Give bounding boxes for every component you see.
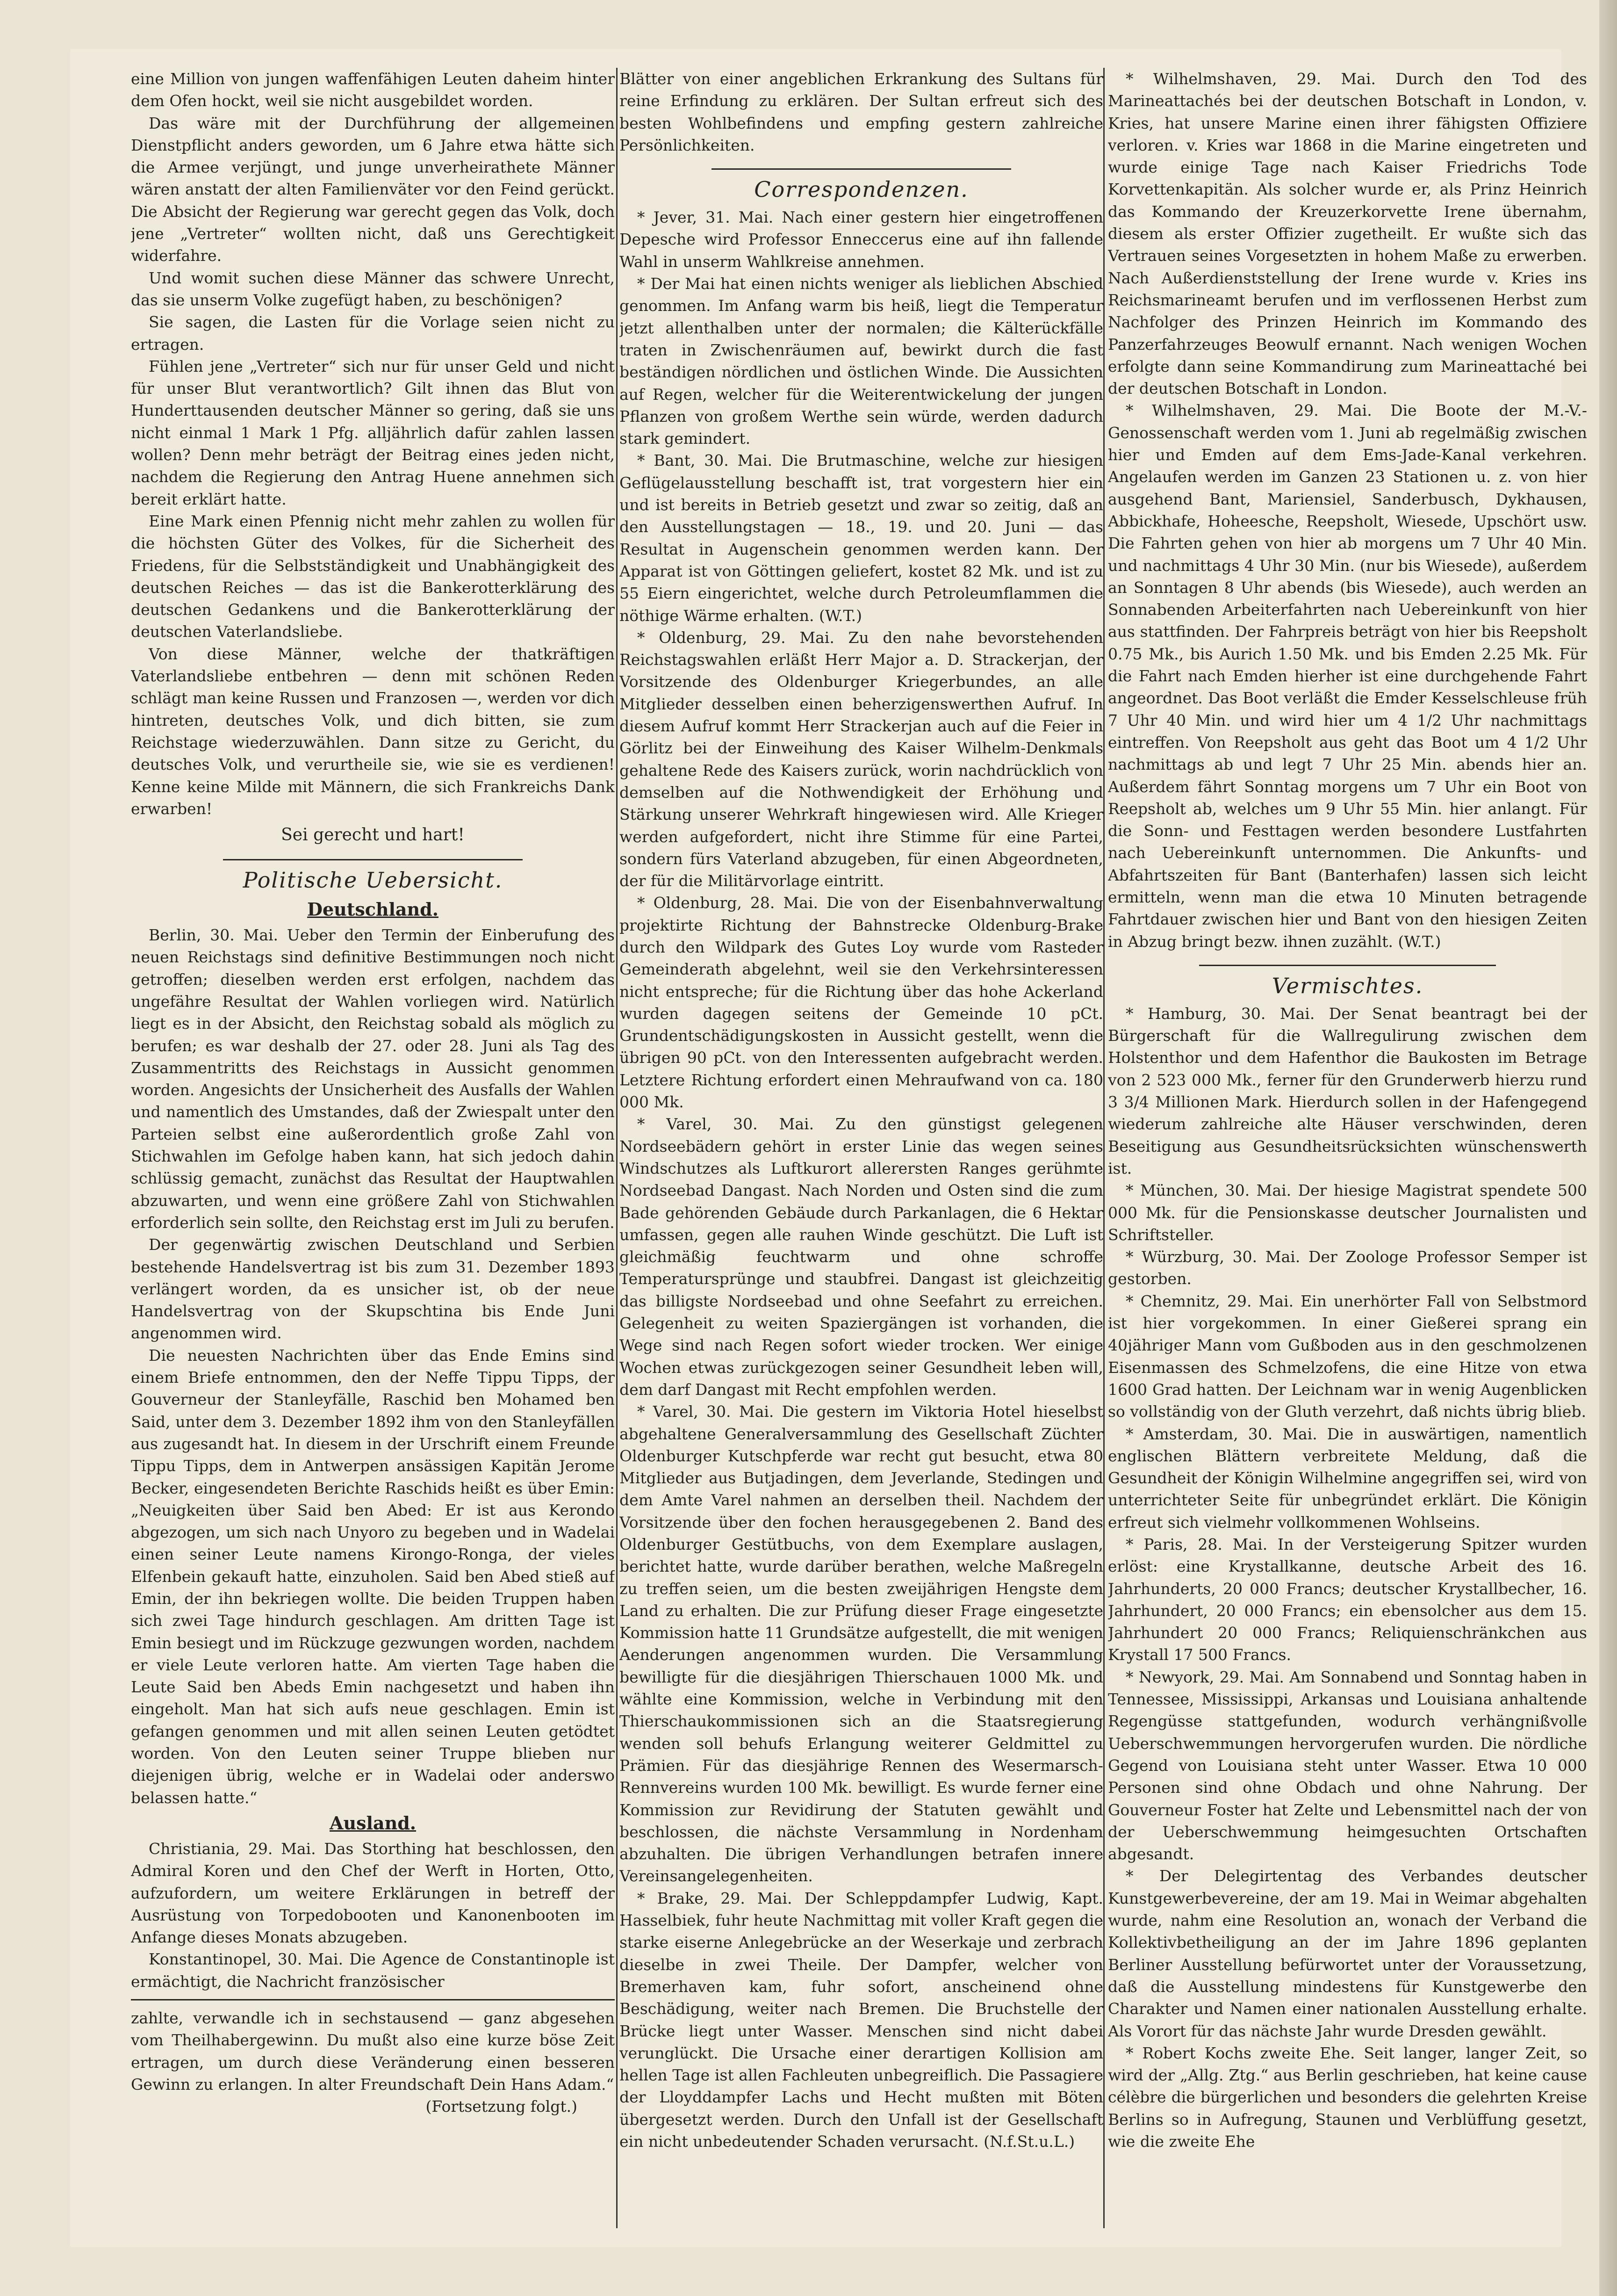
paragraph: Eine Mark einen Pfennig nicht mehr zahlen zu wollen für die höchsten Güter des Volkes, für die Sicherheit des Friedens, für die Selbstständigkeit und Unabhängigkeit des deutschen Reiches — das ist die Bankerotterklärung des deutschen Gedankens und die Bankerotterklärung der deutschen Vaterlandsliebe. (131, 512, 615, 641)
paragraph: * Oldenburg, 29. Mai. Zu den nahe bevorstehenden Reichstagswahlen erläßt Herr Major a. D. Strackerjan, der Vorsitzende des Oldenburger Kriegerbundes, an alle Mitglieder desselben einen beherzigenswerthen Aufruf. In diesem Aufruf kommt Herr Strackerjan auch auf die Feier in Görlitz bei der Einweihung des Kaiser Wilhelm-Denkmals gehaltene Rede des Kaisers zurück, worin nachdrücklich von demselben auf die Nothwendigkeit der Erhöhung und Stärkung unserer Wehrkraft hingewiesen wird. Alle Krieger werden aufgefordert, nicht ihre Stimme für eine Partei, sondern fürs Vaterland abzugeben, für einen Abgeordneten, der für die Militärvorlage eintritt. (619, 628, 1103, 890)
paragraph: Das wäre mit der Durchführung der allgemeinen Dienstpflicht anders geworden, um 6 Jahre etwa hätte sich die Armee verjüngt, und junge unverheirathete Männer wären anstatt der alten Familienväter vor den Feind gerückt. Die Absicht der Regierung war gerecht gegen das Volk, doch jene „Vertreter“ wollten nicht, daß uns Gerechtigkeit widerfahre. (131, 114, 615, 265)
paragraph: * Amsterdam, 30. Mai. Die in auswärtigen, namentlich englischen Blättern verbreitete Meldung, daß die Gesundheit der Königin Wilhelmine angegriffen sei, wird von unterrichteter Seite für unbegründet erklärt. Die Königin erfreut sich vielmehr vollkommenen Wohlseins. (1108, 1424, 1587, 1531)
paragraph: Konstantinopel, 30. Mai. Die Agence de Constantinople ist ermächtigt, die Nachricht französischer (131, 1950, 615, 1991)
paragraph: * Hamburg, 30. Mai. Der Senat beantragt bei der Bürgerschaft für die Wallregulirung zwischen dem Holstenthor und dem Hafenthor die Baukosten im Betrage von 2 523 000 Mk., ferner für den Grunderwerb hierzu rund 3 3/4 Millionen Mark. Hierdurch sollen in der Hafengegend wiederum zahlreiche alte Häuser verschwinden, deren Beseitigung aus Gesundheitsrücksichten wünschenswerth ist. (1108, 1004, 1587, 1177)
paragraph: * Brake, 29. Mai. Der Schleppdampfer Ludwig, Kapt. Hasselbiek, fuhr heute Nachmittag mit voller Kraft gegen die starke eiserne Anlegebrücke an der Weserkaje und zerbrach dieselbe in zwei Theile. Der Dampfer, welcher von Bremerhaven kam, fuhr sofort, anscheinend ohne Beschädigung, weiter nach Bremen. Die Bruchstelle der Brücke liegt unter Wasser. Menschen sind nicht dabei verunglückt. Die Ursache einer derartigen Kollision am hellen Tage ist allen Fachleuten unbegreiflich. Die Passagiere der Lloyddampfer Lachs und Hecht mußten mit Böten übergesetzt werden. Durch den Unfall ist der Gesellschaft ein nicht unbedeutender Schaden verursacht. (N.f.St.u.L.) (619, 1889, 1103, 2151)
scan-edge (1599, 0, 1617, 2296)
continued-note: (Fortsetzung folgt.) (425, 2097, 577, 2116)
newspaper-page (70, 49, 1587, 2247)
paragraph: * Jever, 31. Mai. Nach einer gestern hier eingetroffenen Depesche wird Professor Enneccerus eine auf ihn fallende Wahl in unserm Wahlkreise annehmen. (619, 208, 1103, 271)
section-heading-correspondence: Correspondenzen. (754, 177, 969, 202)
section-rule (711, 168, 1012, 170)
paragraph: Die neuesten Nachrichten über das Ende Emins sind einem Briefe entnommen, den der Neffe Tippu Tipps, der Gouverneur der Stanleyfälle, Raschid ben Mohamed ben Said, unter dem 3. Dezember 1892 ihm von den Stanleyfällen aus zugesandt hat. In diesem in der Urschrift einem Freunde Tippu Tipps, dem in Antwerpen ansässigen Kapitän Jerome Becker, eingesendeten Berichte Raschids heißt es über Emin: „Neuigkeiten über Said ben Abed: Er ist aus Kerondo abgezogen, um sich nach Unyoro zu begeben und in Wadelai einen seiner Leute namens Kirongo-Ronga, der vieles Elfenbein gekauft hatte, einzuholen. Said ben Abed stieß auf Emin, der ihn bekriegen wollte. Die beiden Truppen haben sich zwei Tage hindurch geschlagen. Am dritten Tage ist Emin besiegt und im Rückzuge gezwungen worden, nachdem er viele Leute verloren hatte. Am vierten Tage haben die Leute Said ben Abeds Emin nachgesetzt und haben ihn eingeholt. Man hat sich aufs neue geschlagen. Emin ist gefangen genommen und mit allen seinen Leuten getödtet worden. Von den Leuten seiner Truppe blieben nur diejenigen übrig, welche er in Wadelai oder anderswo belassen hatte.“ (131, 1346, 615, 1807)
column-divider (616, 68, 618, 2228)
paragraph: Fühlen jene „Vertreter“ sich nur für unser Geld und nicht für unser Blut verantwortlich? Gilt ihnen das Blut von Hunderttausenden deutscher Männer so gering, daß sie uns nicht einmal 1 Mark 1 Pfg. alljährlich dafür zahlen lassen wollen? Denn mehr beträgt der Beitrag eines jeden nicht, nachdem die Regierung den Antrag Huene annehmen sich bereit erklärt hatte. (131, 357, 615, 508)
paragraph: * Wilhelmshaven, 29. Mai. Die Boote der M.-V.-Genossenschaft werden vom 1. Juni ab regelmäßig zwischen hier und Emden auf dem Ems-Jade-Kanal verkehren. Angelaufen werden im Ganzen 23 Stationen u. z. von hier ausgehend Bant, Mariensiel, Sanderbusch, Dykhausen, Abbickhafe, Hoheesche, Reepsholt, Wiesede, Upschört usw. Die Fahrten gehen von hier ab morgens um 7 Uhr 40 Min. und nachmittags 4 Uhr 30 Min. (nur bis Wiesede), außerdem an Sonntagen 8 Uhr abends (bis Wiesede), auch werden an Sonnabenden Arbeiterfahrten nach Uebereinkunft von hier aus stattfinden. Der Fahrpreis beträgt von hier bis Reepsholt 0.75 Mk., bis Aurich 1.50 Mk. und bis Emden 2.25 Mk. Für die Fahrt nach Emden hierher ist eine durchgehende Fahrt angeordnet. Das Boot verläßt die Emder Kesselschleuse früh 7 Uhr 40 Min. und wird hier um 4 1/2 Uhr nachmittags eintreffen. Von Reepsholt aus geht das Boot um 4 1/2 Uhr nachmittags ab und legt 7 Uhr 25 Min. abends hier an. Außerdem fährt Sonntag morgens um 7 Uhr ein Boot von Reepsholt ab, welches um 9 Uhr 55 Min. hier anlangt. Für die Sonn- und Festtagen werden besondere Lustfahrten nach Uebereinkunft unternommen. Die Ankunfts- und Abfahrtszeiten für Bant (Banterhafen) lassen sich leicht ermitteln, wenn man die etwa 10 Minuten betragende Fahrtdauer zwischen hier und Bant von den hiesigen Zeiten in Abzug bringt bezw. ihnen zuzählt. (W.T.) (1108, 401, 1587, 951)
column-divider (1103, 68, 1105, 2228)
column-2 (619, 68, 1103, 2228)
paragraph: Blätter von einer angeblichen Erkrankung des Sultans für reine Erfindung zu erklären. Der Sultan erfreut sich des besten Wohlbefindens und empfing gestern zahlreiche Persönlichkeiten. (619, 70, 1103, 154)
column-1 (131, 68, 615, 2228)
paragraph: * Wilhelmshaven, 29. Mai. Durch den Tod des Marineattachés bei der deutschen Botschaft in London, v. Kries, hat unsere Marine einen ihrer fähigsten Offiziere verloren. v. Kries war 1868 in die Marine eingetreten und wurde einige Tage nach Kaiser Friedrichs Tode Korvettenkapitän. Als solcher wurde er, als Prinz Heinrich das Kommando der Kreuzerkorvette Irene übernahm, diesem als erster Offizier zugetheilt. Er wußte sich das Vertrauen seines Vorgesetzten in hohem Maße zu erwerben. Nach Außerdienststellung der Irene wurde v. Kries ins Reichsmarineamt berufen und im verflossenen Herbst zum Nachfolger des Prinzen Heinrich im Kommando des Panzerfahrzeuges Beowulf ernannt. Nach wenigen Wochen erfolgte dann seine Kommandirung zum Marineattaché bei der deutschen Botschaft in London. (1108, 70, 1587, 398)
feuilleton-paragraph: zahlte, verwandle ich in sechstausend — ganz abgesehen vom Theilhabergewinn. Du mußt also eine kurze böse Zeit ertragen, um durch diese Veränderung einen besseren Gewinn zu erlangen. In alter Freundschaft Dein Hans Adam.“ (131, 2009, 615, 2094)
paragraph: * Bant, 30. Mai. Die Brutmaschine, welche zur hiesigen Geflügelausstellung beschafft ist, trat vorgestern hier ein und ist bereits in Betrieb gesetzt und zwar so zeitig, daß an den Ausstellungstagen — 18., 19. und 20. Juni — das Resultat in Augenschein genommen werden kann. Der Apparat ist von Göttingen geliefert, kostet 82 Mk. und ist zu 55 Eiern eingerichtet, welche durch Petroleumflammen die nöthige Wärme erhalten. (W.T.) (619, 451, 1103, 625)
paragraph: Von diese Männer, welche der thatkräftigen Vaterlandsliebe entbehren — denn mit schönen Reden schlägt man keine Russen und Franzosen —, werden vor dich hintreten, deutsches Volk, und dich bitten, sie zum Reichstage wiederzuwählen. Dann sitze zu Gericht, du deutsches Volk, und verurtheile sie, wie sie es verdienen! Kenne keine Milde mit Männern, die sich Frankreichs Dank erwarben! (131, 644, 615, 818)
paragraph: * Der Mai hat einen nichts weniger als lieblichen Abschied genommen. Im Anfang warm bis heiß, liegt die Temperatur jetzt allenthalben unter der normalen; die Kälterückfälle traten in Zwischenräumen auf, bewirkt durch die fast beständigen nördlichen und östlichen Winde. Die Aussichten auf Regen, welcher für die Weiterentwickelung der jungen Pflanzen von großem Werthe sein würde, werden dadurch stark gemindert. (619, 274, 1103, 448)
paragraph: * Der Delegirtentag des Verbandes deutscher Kunstgewerbevereine, der am 19. Mai in Weimar abgehalten wurde, nahm eine Resolution an, wonach der Verband die Kollektivbetheiligung an der im Jahre 1896 geplanten Berliner Ausstellung befürwortet unter der Voraussetzung, daß die Ausstellung mindestens für Kunstgewerbe den Charakter und Namen einer nationalen Ausstellung erhalte. Als Vorort für das nächste Jahr wurde Dresden gewählt. (1108, 1867, 1587, 2040)
paragraph: * München, 30. Mai. Der hiesige Magistrat spendete 500 000 Mk. für die Pensionskasse deutscher Journalisten und Schriftsteller. (1108, 1181, 1587, 1244)
section-heading-miscellaneous: Vermischtes. (1272, 973, 1423, 998)
column-3 (1108, 68, 1587, 2228)
section-heading-politics: Politische Uebersicht. (243, 867, 503, 893)
paragraph: Der gegenwärtig zwischen Deutschland und Serbien bestehende Handelsvertrag ist bis zum 31. Dezember 1893 verlängert worden, da es unsicher ist, ob der neue Handelsvertrag von der Skupschtina bis Ende Juni angenommen wird. (131, 1235, 615, 1343)
section-rule (223, 859, 523, 860)
column-1-opening-text (131, 68, 615, 820)
paragraph: * Chemnitz, 29. Mai. Ein unerhörter Fall von Selbstmord ist hier vorgekommen. In einer Gießerei sprang ein 40jähriger Mann vom Gußboden aus in den geschmolzenen Eisenmassen des Schmelzofens, die eine Hitze von etwa 1600 Grad hatten. Der Leichnam war in wenig Augenblicken so vollständig von der Gluth verzehrt, daß nichts übrig blieb. (1108, 1292, 1587, 1421)
closing-line: Sei gerecht und hart! (281, 825, 465, 845)
paragraph: * Oldenburg, 28. Mai. Die von der Eisenbahnverwaltung projektirte Richtung der Bahnstrecke Oldenburg-Brake durch den Wildpark des Gutes Loy wurde vom Rasteder Gemeinderath abgelehnt, weil sie den Verkehrsinteressen nicht entspreche; für die Richtung über das hohe Ackerland wurden dagegen seitens der Gemeinde 10 pCt. Grundentschädigungskosten in Aussicht gestellt, wenn die übrigen 90 pCt. von den Interessenten aufgebracht werden. Letztere Richtung erfordert einen Mehraufwand von ca. 180 000 Mk. (619, 894, 1103, 1112)
subheading-abroad: Ausland. (330, 1812, 416, 1834)
paragraph: * Würzburg, 30. Mai. Der Zoologe Professor Semper ist gestorben. (1108, 1248, 1587, 1288)
feuilleton-rule (131, 1999, 615, 2000)
paragraph: Berlin, 30. Mai. Ueber den Termin der Einberufung des neuen Reichstags sind definitive Bestimmungen noch nicht getroffen; dieselben werden erst erfolgen, nachdem das ungefähre Resultat der Wahlen vorliegen wird. Natürlich liegt es in der Absicht, den Reichstag sobald als möglich zu berufen; es war deshalb der 27. oder 28. Juni als Tag des Zusammentritts des Reichstags in Aussicht genommen worden. Angesichts der Unsicherheit des Ausfalls der Wahlen und namentlich des Umstandes, daß der Zwiespalt unter den Parteien selbst eine außerordentlich große Zahl von Stichwahlen im Gefolge haben kann, hat sich jedoch dahin schlüssig gemacht, zunächst das Resultat der Hauptwahlen abzuwarten, und wenn eine größere Zahl von Stichwahlen erforderlich sein sollte, den Reichstag erst im Juli zu berufen. (131, 926, 615, 1232)
paragraph: * Varel, 30. Mai. Die gestern im Viktoria Hotel hieselbst abgehaltene Generalversammlung des Gesellschaft Züchter Oldenburger Kutschpferde war recht gut besucht, etwa 80 Mitglieder aus Butjadingen, dem Jeverlande, Stedingen und dem Amte Varel nahmen an derselben theil. Nachdem der Vorsitzende über den fochen herausgegebenen 2. Band des Oldenburger Gestütbuchs, von dem Exemplare auslagen, berichtet hatte, wurde darüber berathen, welche Maßregeln zu treffen seien, um die besten zweijährigen Hengste dem Land zu erhalten. Die zur Prüfung dieser Frage eingesetzte Kommission hatte 11 Grundsätze aufgestellt, die mit wenigen Aenderungen angenommen wurden. Die Versammlung bewilligte für die diesjährigen Thierschauen 1000 Mk. und wählte eine Kommission, welche in Verbindung mit den Thierschaukommissionen sich an die Staatsregierung wenden soll behufs Erlangung weiterer Geldmittel zu Prämien. Für das diesjährige Rennen des Wesermarsch-Rennvereins wurden 100 Mk. bewilligt. Es wurde ferner eine Kommission zur Revidirung der Statuten gewählt und beschlossen, die nächste Versammlung in Nordenham abzuhalten. Die übrigen Verhandlungen betrafen innere Vereinsangelegenheiten. (619, 1402, 1103, 1885)
section-rule (1199, 965, 1496, 966)
paragraph: * Varel, 30. Mai. Zu den günstigst gelegenen Nordseebädern gehört in erster Linie das wegen seines Windschutzes als Luftkurort allerersten Ranges gerühmte Nordseebad Dangast. Nach Norden und Osten sind die zum Bade gehörenden Gebäude durch Parkanlagen, die 6 Hektar umfassen, gegen alle rauhen Winde geschützt. Die Luft ist gleichmäßig feuchtwarm und ohne schroffe Temperatursprünge und staubfrei. Dangast ist gleichzeitig das billigste Nordseebad und ohne Seefahrt zu erreichen. Gelegenheit zu weiten Spaziergängen ist vorhanden, die Wege sind nach Regen sofort wieder trocken. Wer einige Wochen etwas zurückgezogen seiner Gesundheit leben will, dem darf Dangast mit Recht empfohlen werden. (619, 1115, 1103, 1399)
paragraph: Christiania, 29. Mai. Das Storthing hat beschlossen, den Admiral Koren und den Chef der Werft in Horten, Otto, aufzufordern, um weitere Erklärungen in betreff der Ausrüstung von Torpedobooten und Kanonenbooten im Anfange dieses Monats abzugeben. (131, 1839, 615, 1947)
paragraph: Sie sagen, die Lasten für die Vorlage seien nicht zu ertragen. (131, 313, 615, 354)
paragraph: * Paris, 28. Mai. In der Versteigerung Spitzer wurden erlöst: eine Krystallkanne, deutsche Arbeit des 16. Jahrhunderts, 20 000 Francs; deutscher Krystallbecher, 16. Jahrhundert, 20 000 Francs; ein ebensolcher aus dem 15. Jahrhundert 20 000 Francs; Reliquienschränkchen aus Krystall 17 500 Francs. (1108, 1535, 1587, 1664)
paragraph: Und womit suchen diese Männer das schwere Unrecht, das sie unserm Volke zugefügt haben, zu beschönigen? (131, 268, 615, 309)
paragraph: * Newyork, 29. Mai. Am Sonnabend und Sonntag haben in Tennessee, Mississippi, Arkansas und Louisiana anhaltende Regengüsse stattgefunden, wodurch verhängnißvolle Ueberschwemmungen hervorgerufen wurden. Die nördliche Gegend von Louisiana steht unter Wasser. Etwa 10 000 Personen sind ohne Obdach und ohne Nahrung. Der Gouverneur Foster hat Zelte und Lebensmittel nach der von der Ueberschwemmung heimgesuchten Ortschaften abgesandt. (1108, 1668, 1587, 1863)
paragraph: eine Million von jungen waffenfähigen Leuten daheim hinter dem Ofen hockt, weil sie nicht ausgebildet worden. (131, 70, 615, 110)
subheading-germany: Deutschland. (307, 899, 438, 920)
paragraph: * Robert Kochs zweite Ehe. Seit langer, langer Zeit, so wird der „Allg. Ztg.“ aus Berlin geschrieben, hat keine cause célèbre die bürgerlichen und besonders die gelehrten Kreise Berlins so in Aufregung, Staunen und Verblüffung gesetzt, wie die zweite Ehe (1108, 2043, 1587, 2151)
